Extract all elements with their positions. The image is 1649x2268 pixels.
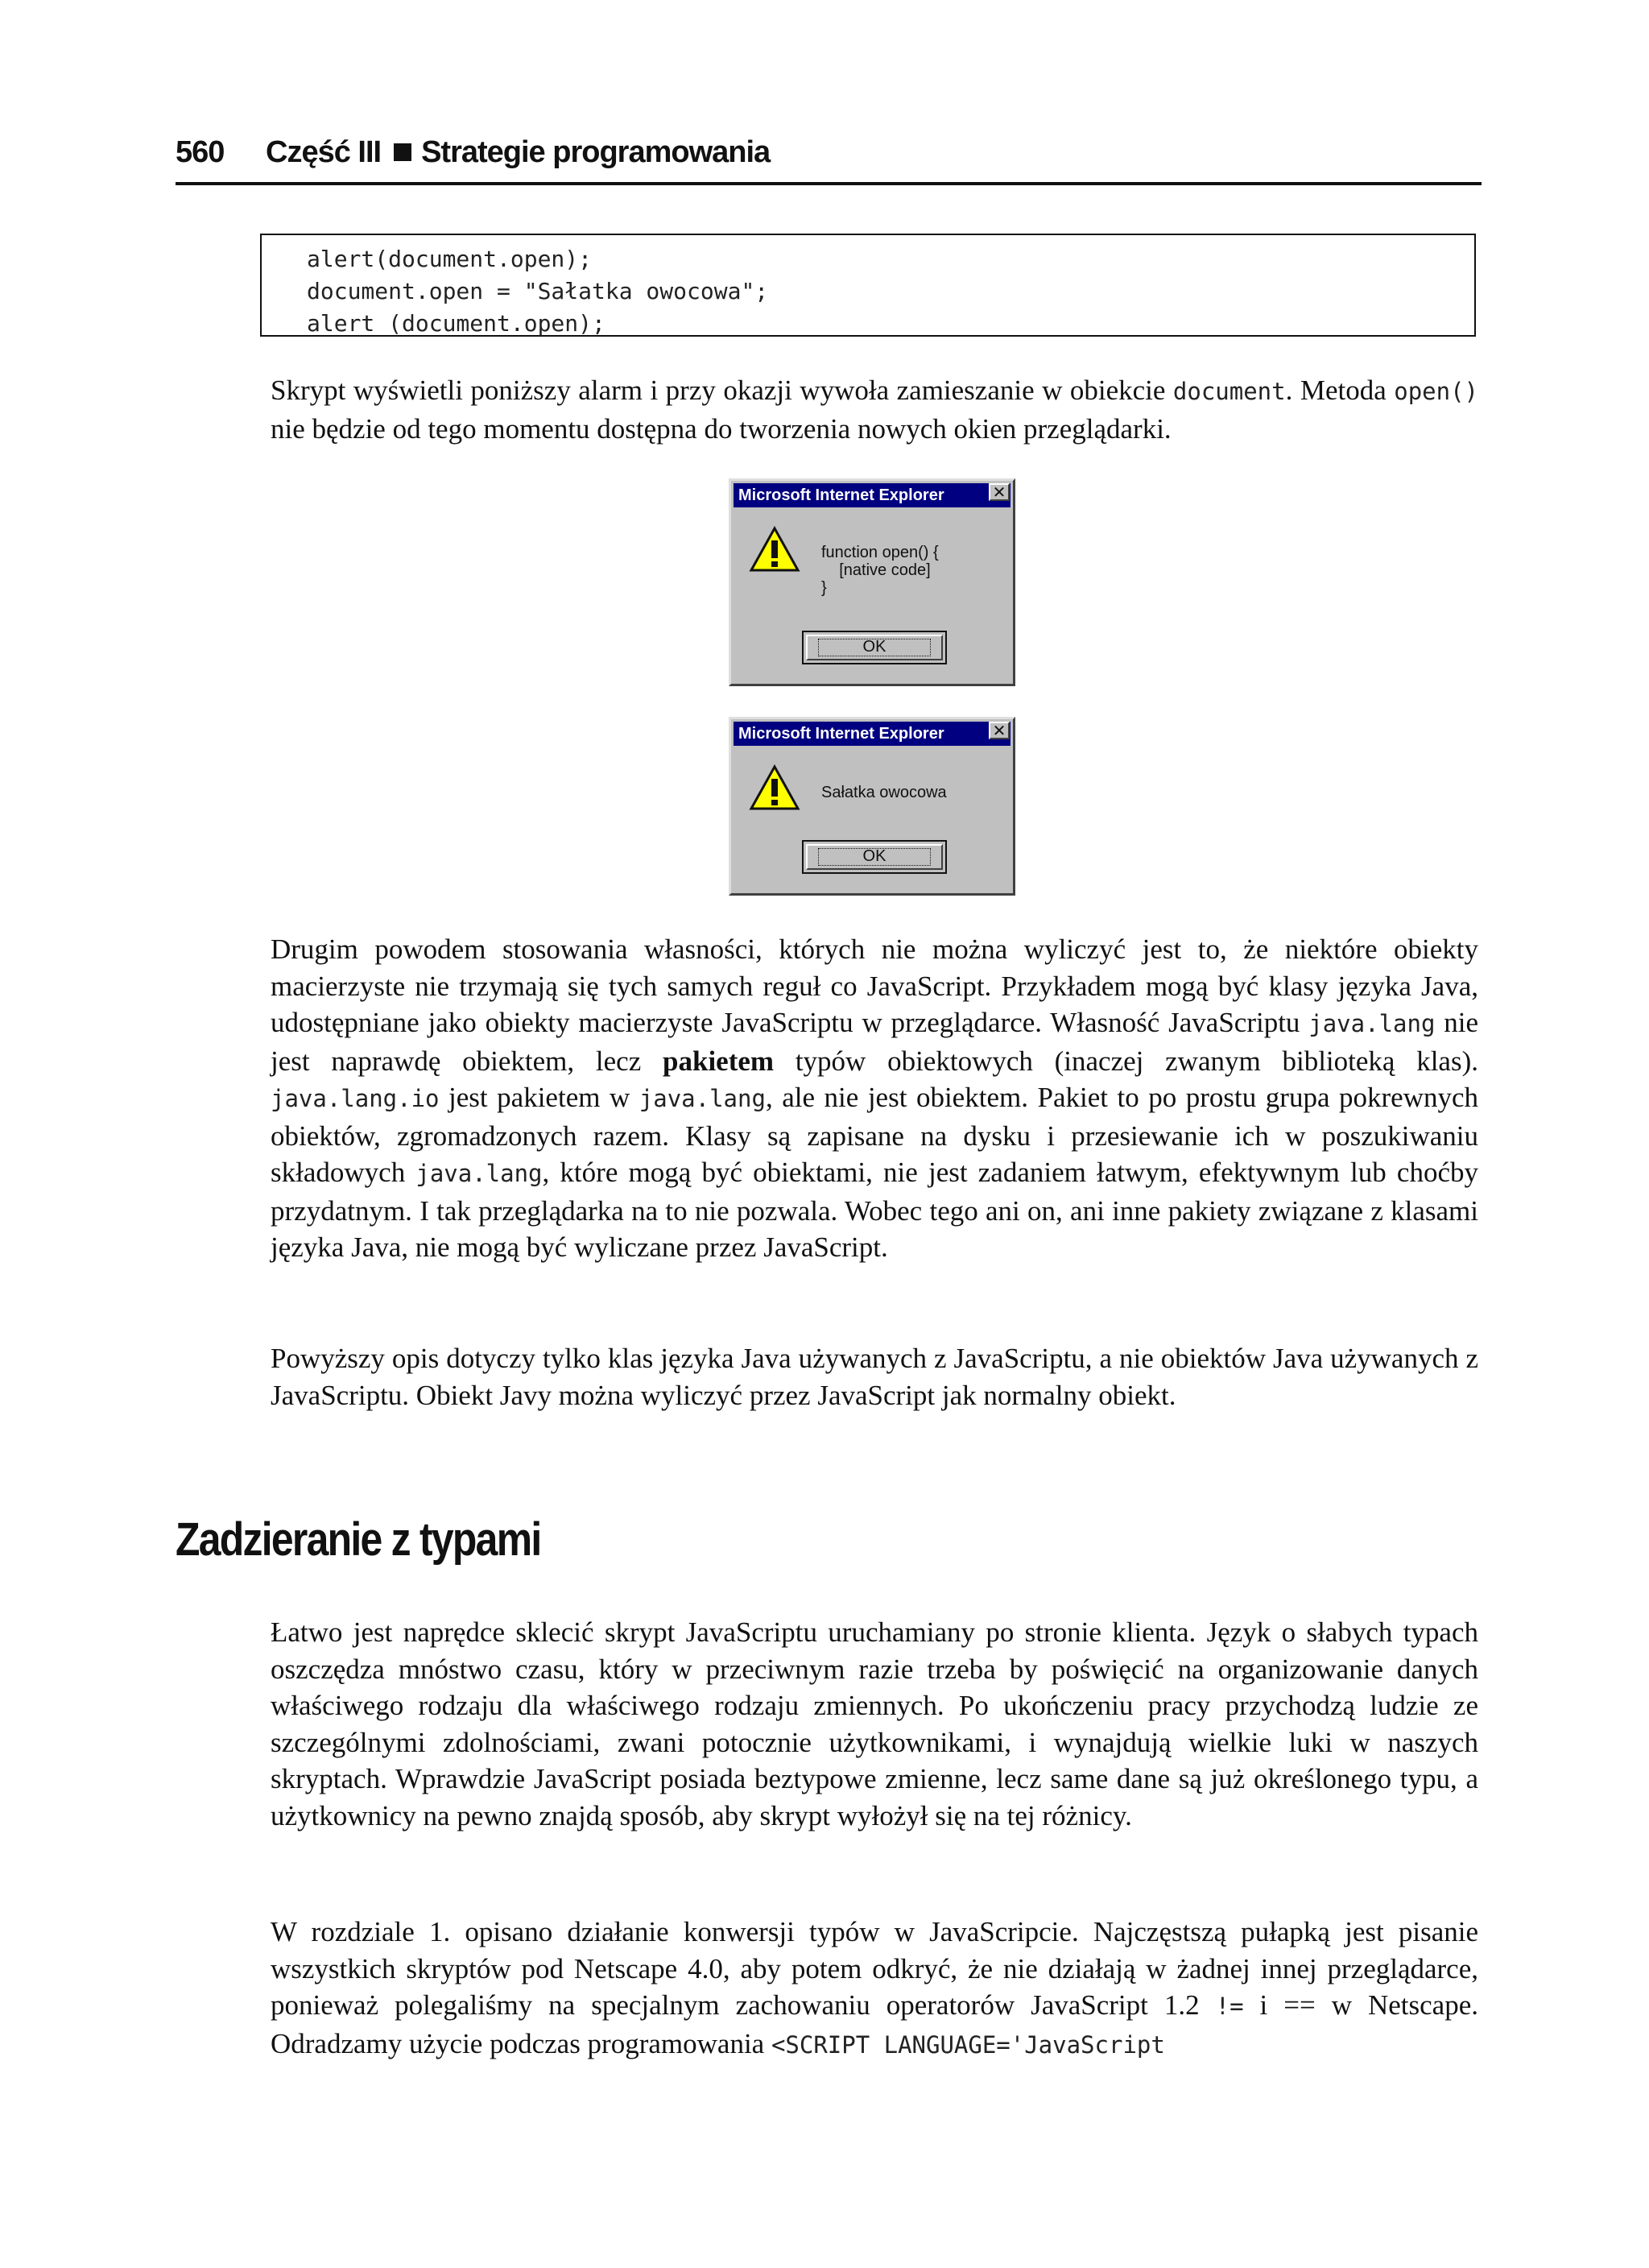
text-run: nie jest naprawdę obiektem, lecz [271, 1007, 1478, 1077]
code-line: document.open = "Sałatka owocowa"; [307, 278, 769, 304]
paragraph-intro [271, 372, 1478, 447]
inline-code: java.lang [415, 1160, 543, 1187]
chapter-part: Część III [266, 135, 382, 169]
dialog-message: function open() { [native code] } [821, 544, 939, 597]
chapter-title [266, 135, 770, 170]
inline-code: <SCRIPT LANGUAGE='JavaScript [771, 2030, 1165, 2059]
alert-dialog-native-code [729, 478, 1015, 686]
text-run: , ale nie jest obiektem. Pakiet to po prostu grupa pokrewnych obiektów, zgromadzonych razem. Klasy są zapisane na dysku i przesiewanie ich w poszukiwaniu składowych [271, 1082, 1479, 1188]
dialog-title: Microsoft Internet Explorer [734, 483, 1010, 507]
dialog-message: Sałatka owocowa [821, 784, 947, 801]
close-icon[interactable]: ✕ [989, 722, 1010, 739]
text-run: i == w Netscape. Odradzamy użycie podczas programowania [271, 1989, 1478, 2059]
paragraph-type-conversion [271, 1914, 1478, 2063]
text-run: nie będzie od tego momentu dostępna do tworzenia nowych okien przeglądarki. [271, 412, 1172, 445]
paragraph-java-packages [271, 931, 1478, 1266]
text-run: Skrypt wyświetli poniższy alarm i przy okazji wywoła zamieszanie w obiekcie [271, 375, 1173, 406]
inline-code: document [1172, 378, 1286, 405]
warning-icon [749, 764, 800, 811]
close-icon[interactable]: ✕ [989, 483, 1010, 501]
inline-code: java.lang.io [271, 1085, 440, 1112]
paragraph-java-objects: Powyższy opis dotyczy tylko klas języka Java używanych z JavaScriptu, a nie obiektów Java używanych z JavaScriptu. Obiekt Javy można wyliczyć przez JavaScript jak normalny obiekt. [271, 1343, 1478, 1411]
running-header [176, 135, 1482, 185]
ok-button[interactable] [802, 631, 947, 664]
ok-button-label: OK [818, 639, 931, 656]
code-line: alert (document.open); [307, 310, 605, 337]
bold-term: pakietem [663, 1045, 775, 1077]
page-number: 560 [176, 135, 225, 169]
section-heading: Zadzieranie z typami [176, 1513, 541, 1566]
dialog-title: Microsoft Internet Explorer [734, 722, 1010, 746]
paragraph-weak-types: Łatwo jest naprędce sklecić skrypt JavaScriptu uruchamiany po stronie klienta. Język o słabych typach oszczędza mnóstwo czasu, który w przeciwnym razie trzeba by poświęcić na organizowanie danych właściwego rodzaju dla właściwego rodzaju zmiennych. Po ukończeniu pracy przychodzą ludzie ze szczególnymi zdolnościami, zwani potocznie użytkownikami, i wynajdują wielkie luki w naszych skryptach. Wprawdzie JavaScript posiada beztypowe zmienne, lecz same dane są już określonego typu, a użytkownicy na pewno znajdą sposób, aby skrypt wyłożył się na tej różnicy. [271, 1616, 1478, 1831]
code-line: alert(document.open); [307, 246, 593, 272]
text-run: W rozdziale 1. opisano działanie konwersji typów w JavaScripcie. Najczęstszą pułapką jest pisanie wszystkich skryptów pod Netscape 4.0, aby potem odkryć, że nie działają w żadnej innej przeglądarce, ponieważ polegaliśmy na specjalnym zachowaniu operatorów JavaScript 1.2 [271, 1916, 1478, 2021]
warning-icon [749, 526, 800, 573]
text-run: Drugim powodem stosowania własności, których nie można wyliczyć jest to, że niektóre obiekty macierzyste nie trzymają się tych samych reguł co JavaScript. Przykładem mogą być klasy języka Java, udostępniane jako obiekty macierzyste JavaScriptu w przeglądarce. Własność JavaScriptu [271, 933, 1478, 1038]
inline-code: != [1215, 1993, 1244, 2020]
inline-code: java.lang [639, 1085, 766, 1112]
text-run: typów obiektowych (inaczej zwanym biblioteką klas). [774, 1045, 1478, 1077]
inline-code: java.lang [1308, 1010, 1436, 1037]
section-title: Strategie programowania [421, 135, 771, 169]
text-run: jest pakietem w [439, 1082, 639, 1113]
text-run: . Metoda [1285, 375, 1395, 406]
square-bullet-icon [394, 143, 411, 161]
text-run: , które mogą być obiektami, nie jest zadaniem łatwym, efektywnym lub choćby przydatnym. I tak przeglądarka na to nie pozwala. Wobec tego ani on, ani inne pakiety związane z klasami języka Java, nie mogą być wyliczane przez JavaScript. [271, 1157, 1478, 1263]
ok-button[interactable] [802, 840, 947, 874]
code-listing [260, 234, 1476, 337]
inline-code: open() [1394, 378, 1479, 405]
alert-dialog-salatka [729, 717, 1015, 896]
ok-button-label: OK [818, 848, 931, 866]
